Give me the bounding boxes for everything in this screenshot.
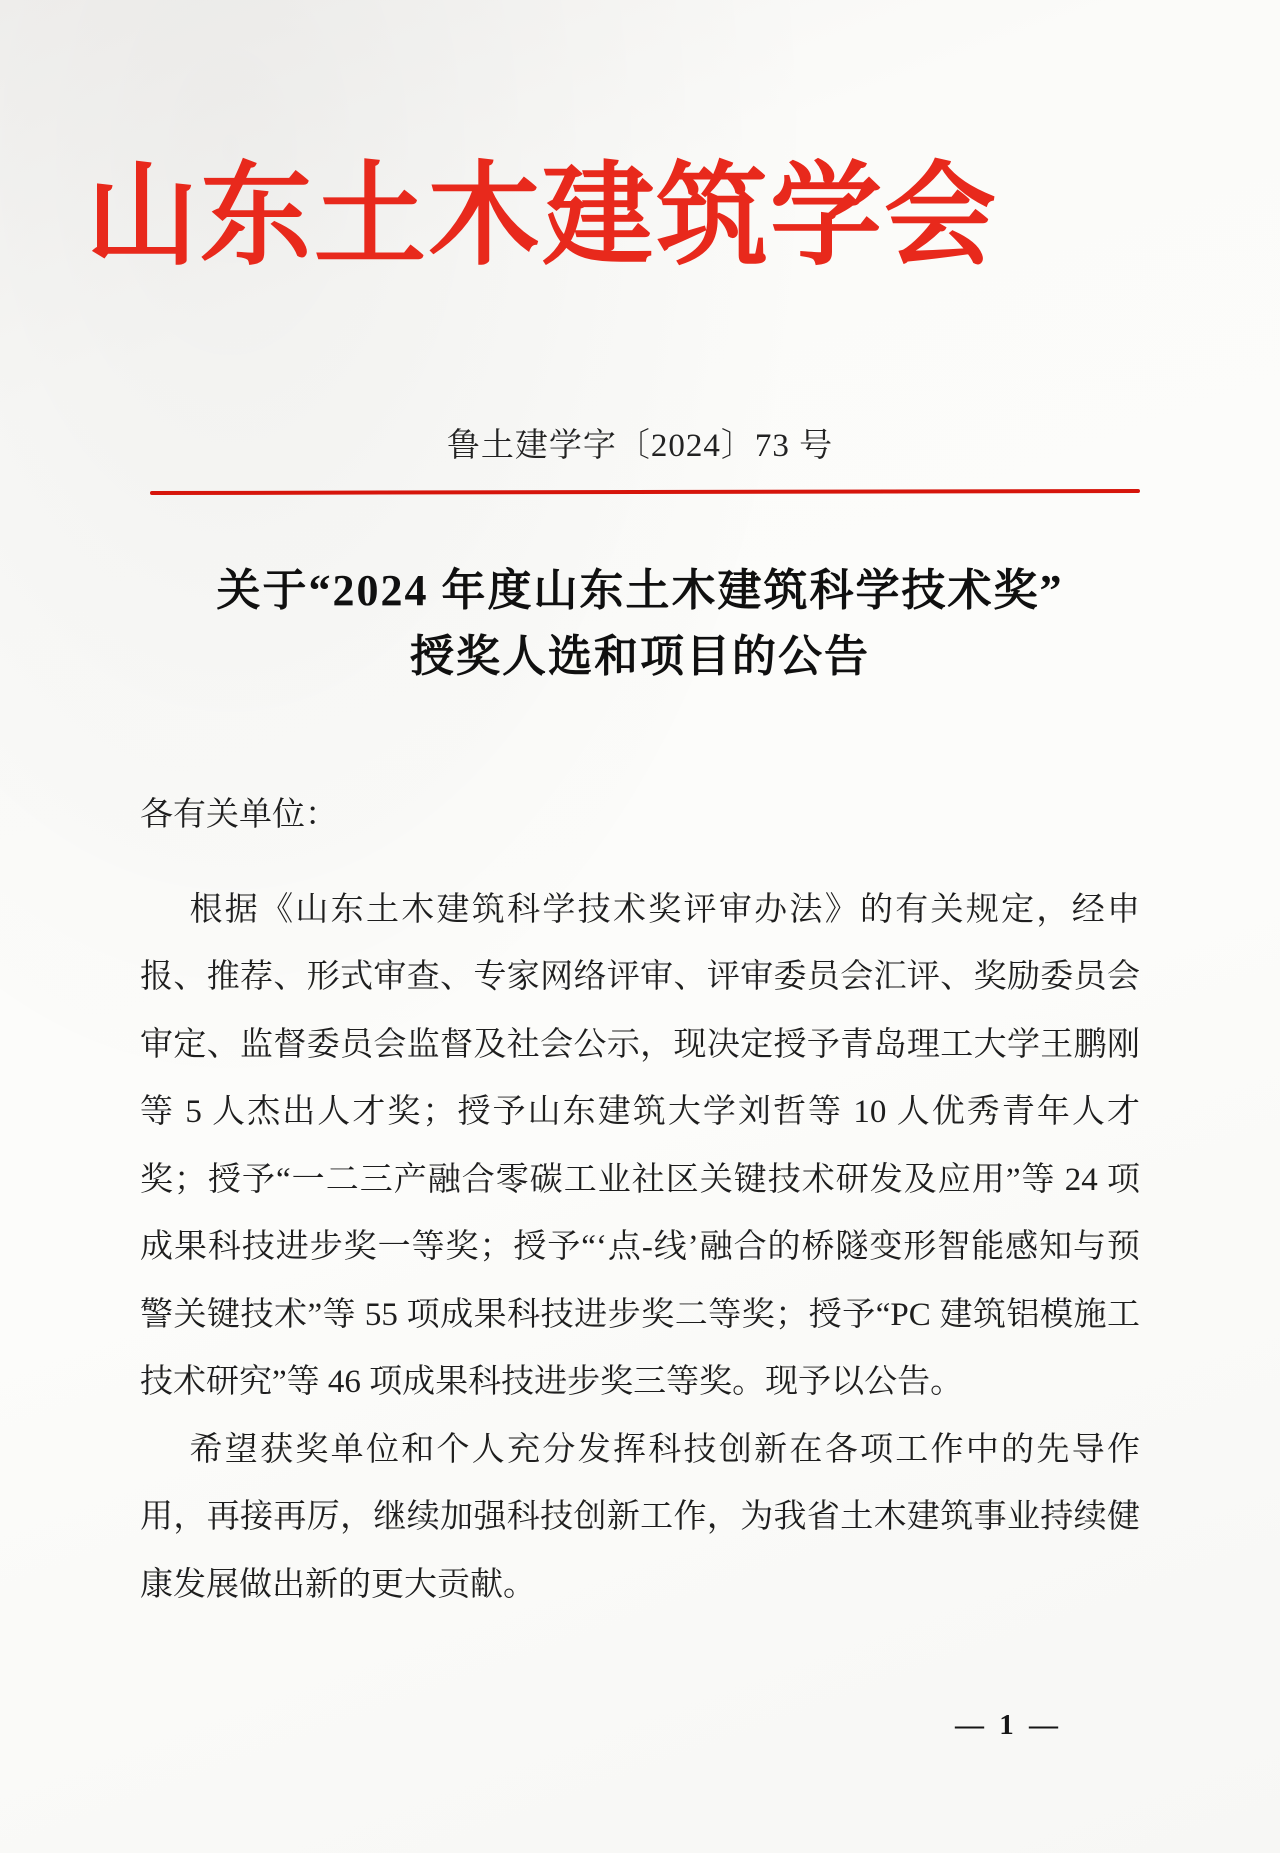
salutation: 各有关单位： — [140, 797, 338, 833]
organization-masthead: 山东土木建筑学会 — [86, 155, 998, 279]
document-reference-number: 鲁土建学字〔2024〕73 号 — [446, 428, 834, 464]
notice-title-line-2: 授奖人选和项目的公告 — [410, 632, 870, 681]
body-paragraph-2: 希望获奖单位和个人充分发挥科技创新在各项工作中的先导作用，再接再厉，继续加强科技创新工作，为我省土木建筑事业持续健康发展做出新的更大贡献。 — [140, 1431, 1140, 1603]
body-paragraph-1: 根据《山东土木建筑科学技术奖评审办法》的有关规定，经申报、推荐、形式审查、专家网络评审、评审委员会汇评、奖励委员会审定、监督委员会监督及社会公示，现决定授予青岛理工大学王鹏刚等 5 人杰出人才奖；授予山东建筑大学刘哲等 10 人优秀青年人才奖；授予“一二三产融合零碳工业社区关键技术研发及应用”等 24 项成果科技进步奖一等奖；授予“‘点-线’融合的桥隧变形智能感知与预警关键技术”等 55 项成果科技进步奖二等奖；授予“PC 建筑铝模施工技术研究”等 46 项成果科技进步奖三等奖。现予以公告。 — [140, 891, 1140, 1400]
notice-title — [0, 558, 1280, 690]
page-number: — 1 — — [955, 1709, 1062, 1741]
notice-title-line-1: 关于“2024 年度山东土木建筑科学技术奖” — [216, 566, 1064, 615]
notice-body — [140, 782, 1140, 1619]
red-separator-rule — [150, 489, 1140, 495]
